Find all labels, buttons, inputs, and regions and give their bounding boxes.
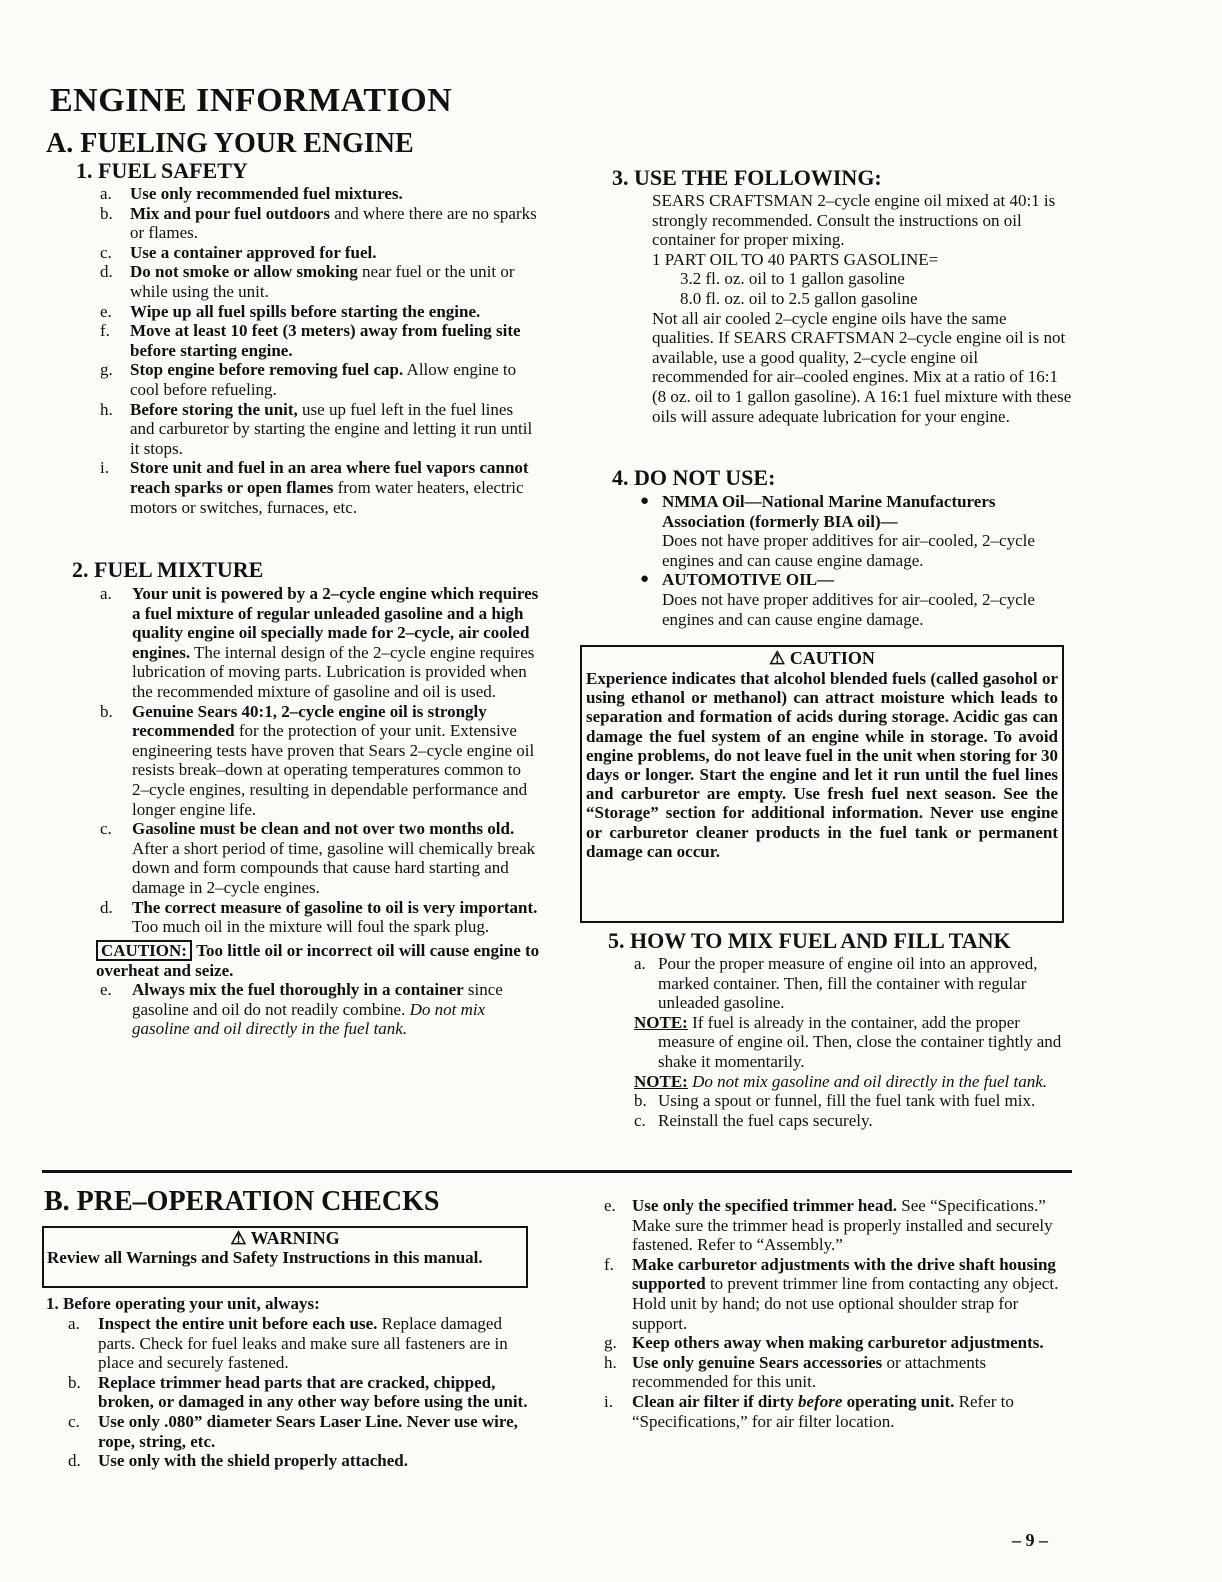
list-item: b. Mix and pour fuel outdoors and where there are no sparks or flames. bbox=[100, 203, 537, 243]
list-item: f. Move at least 10 feet (3 meters) away from fueling site before starting engine. bbox=[100, 321, 521, 360]
list-item: b. Replace trimmer head parts that are cracked, chipped, broken, or damaged in any other way before using the unit. bbox=[68, 1372, 528, 1412]
list-item: f. Make carburetor adjustments with the drive shaft housing supported to prevent trimmer line from contacting any object. Hold unit by hand; do not use optional shoulder strap for support. bbox=[604, 1254, 1059, 1333]
list-item: ● NMMA Oil––National Marine Manufacturers Association (formerly BIA oil)–– Does not have proper additives for air–cooled, 2–cycle engines and can cause engine damage. bbox=[640, 492, 1035, 570]
section-b-heading: B. PRE–OPERATION CHECKS bbox=[44, 1186, 440, 1217]
note-item: NOTE: Do not mix gasoline and oil directly in the fuel tank. bbox=[634, 1071, 1047, 1091]
do-not-use-heading: 4. DO NOT USE: bbox=[612, 465, 776, 490]
use-following-heading: 3. USE THE FOLLOWING: bbox=[612, 165, 882, 190]
list-item: b. Genuine Sears 40:1, 2–cycle engine oil is strongly recommended for the protection of your unit. Extensive engineering tests have proven that Sears 2–cycle engine oil resists break–down at operating temperatures common to 2–cycle engines, resulting in dependable performance and longer engine life. bbox=[100, 701, 535, 819]
pre-op-list-right bbox=[604, 1196, 1068, 1431]
fuel-mixture-heading: 2. FUEL MIXTURE bbox=[72, 557, 264, 582]
warning-icon: ⚠ bbox=[230, 1228, 247, 1248]
list-item: ● AUTOMOTIVE OIL–– Does not have proper additives for air–cooled, 2–cycle engines and can cause engine damage. bbox=[640, 570, 1035, 629]
note-item: NOTE: If fuel is already in the container, add the proper measure of engine oil. Then, close the container tightly and shake it momentarily. bbox=[634, 1012, 1062, 1071]
list-item: i. Store unit and fuel in an area where fuel vapors cannot reach sparks or open flames from water heaters, electric motors or switches, furnaces, etc. bbox=[100, 458, 529, 517]
list-item: e. Wipe up all fuel spills before starting the engine. bbox=[100, 301, 481, 321]
caution-label: CAUTION: bbox=[96, 940, 192, 961]
list-item: a. Pour the proper measure of engine oil into an approved, marked container. Then, fill the container with regular unleaded gasoline. bbox=[634, 954, 1038, 1013]
list-item: g. Keep others away when making carburetor adjustments. bbox=[604, 1333, 1044, 1353]
list-item: a. Inspect the entire unit before each use. Replace damaged parts. Check for fuel leaks and make sure all fasteners are in place and securely fastened. bbox=[68, 1314, 508, 1373]
list-item: d. Do not smoke or allow smoking near fuel or the unit or while using the unit. bbox=[100, 262, 515, 301]
list-item: e. Use only the specified trimmer head. See “Specifications.” Make sure the trimmer head is properly installed and securely fastened. Refer to “Assembly.” bbox=[604, 1196, 1053, 1255]
list-item: a. Use only recommended fuel mixtures. bbox=[100, 184, 403, 203]
how-to-mix-heading: 5. HOW TO MIX FUEL AND FILL TANK bbox=[608, 928, 1011, 953]
page-title: ENGINE INFORMATION bbox=[50, 82, 453, 119]
list-item: a. Your unit is powered by a 2–cycle engine which requires a fuel mixture of regular unleaded gasoline and a high quality engine oil specially made for 2–cycle, air cooled engines. The internal design of the 2–cycle engine requires lubrication of moving parts. Lubrication is provided when the recommended mixture of gasoline and oil is used. bbox=[100, 584, 539, 701]
fuel-safety-heading: 1. FUEL SAFETY bbox=[76, 158, 248, 183]
list-item: h. Use only genuine Sears accessories or attachments recommended for this unit. bbox=[604, 1352, 987, 1392]
pre-op-lead: 1. Before operating your unit, always: bbox=[46, 1294, 320, 1313]
oil-caution-note: CAUTION: Too little oil or incorrect oil will cause engine to overheat and seize. bbox=[96, 940, 540, 980]
list-item: d. The correct measure of gasoline to oil is very important. Too much oil in the mixture will foul the spark plug. bbox=[100, 897, 538, 937]
fuel-mixture-list bbox=[96, 584, 540, 1039]
list-item: c. Use only .080” diameter Sears Laser Line. Never use wire, rope, string, etc. bbox=[68, 1411, 518, 1451]
warning-box: ⚠ WARNING Review all Warnings and Safety Instructions in this manual. bbox=[42, 1226, 528, 1288]
pre-op-list-left bbox=[68, 1314, 532, 1471]
list-item: d. Use only with the shield properly attached. bbox=[68, 1451, 408, 1471]
list-item: h. Before storing the unit, use up fuel left in the fuel lines and carburetor by starting the engine and letting it run until it stops. bbox=[100, 399, 533, 458]
use-following-body: SEARS CRAFTSMAN 2–cycle engine oil mixed at 40:1 is strongly recommended. Consult the instructions on oil container for proper mixing. 1 PART OIL TO 40 PARTS GASOLINE= 3.2 fl. oz. oil to 1 gallon gasoline 8.0 fl. oz. oil to 2.5 gallon gasoline Not all air cooled 2–cycle engine oils have the same qualities. If SEARS CRAFTSMAN 2–cycle engine oil is not available, use a good quality, 2–cycle engine oil recommended for air–cooled engines. Mix at a ratio of 16:1 (8 oz. oil to 1 gallon gasoline). A 16:1 fuel mixture with these oils will assure adequate lubrication for your engine. bbox=[652, 191, 1072, 426]
list-item: e. Always mix the fuel thoroughly in a container since gasoline and oil do not readily combine. Do not mix gasoline and oil directly in the fuel tank. bbox=[100, 980, 503, 1039]
bullet-icon: ● bbox=[640, 571, 650, 588]
caution-box: ⚠ CAUTION Experience indicates that alcohol blended fuels (called gasohol or using ethanol or methanol) can attract moisture which leads to separation and formation of acids during storage. Acidic gas can damage the fuel system of an engine while in storage. To avoid engine problems, do not leave fuel in the unit when storing for 30 days or longer. Start the engine and let it run until the fuel lines and carburetor are empty. Use fresh fuel next season. See the “Storage” section for additional information. Never use engine or carburetor cleaner products in the fuel tank or permanent damage can occur. bbox=[580, 645, 1064, 923]
list-item: c. Use a container approved for fuel. bbox=[100, 242, 377, 262]
list-item: g. Stop engine before removing fuel cap. Allow engine to cool before refueling. bbox=[100, 360, 517, 399]
caution-icon: ⚠ bbox=[769, 648, 786, 668]
list-item: c. Gasoline must be clean and not over two months old. After a short period of time, gasoline will chemically break down and form compounds that cause hard starting and damage in 2–cycle engines. bbox=[100, 819, 536, 897]
section-divider bbox=[42, 1170, 1072, 1173]
fuel-safety-list bbox=[100, 184, 540, 517]
section-a-heading: A. FUELING YOUR ENGINE bbox=[46, 128, 414, 159]
list-item: c. Reinstall the fuel caps securely. bbox=[634, 1110, 873, 1130]
bullet-icon: ● bbox=[640, 493, 650, 509]
page-number: – 9 – bbox=[1012, 1530, 1048, 1550]
do-not-use-list bbox=[638, 492, 1072, 629]
list-item: b. Using a spout or funnel, fill the fuel tank with fuel mix. bbox=[634, 1091, 1036, 1111]
how-to-mix-body bbox=[634, 954, 1066, 1130]
list-item: i. Clean air filter if dirty before operating unit. Refer to “Specifications,” for air filter location. bbox=[604, 1391, 1014, 1431]
